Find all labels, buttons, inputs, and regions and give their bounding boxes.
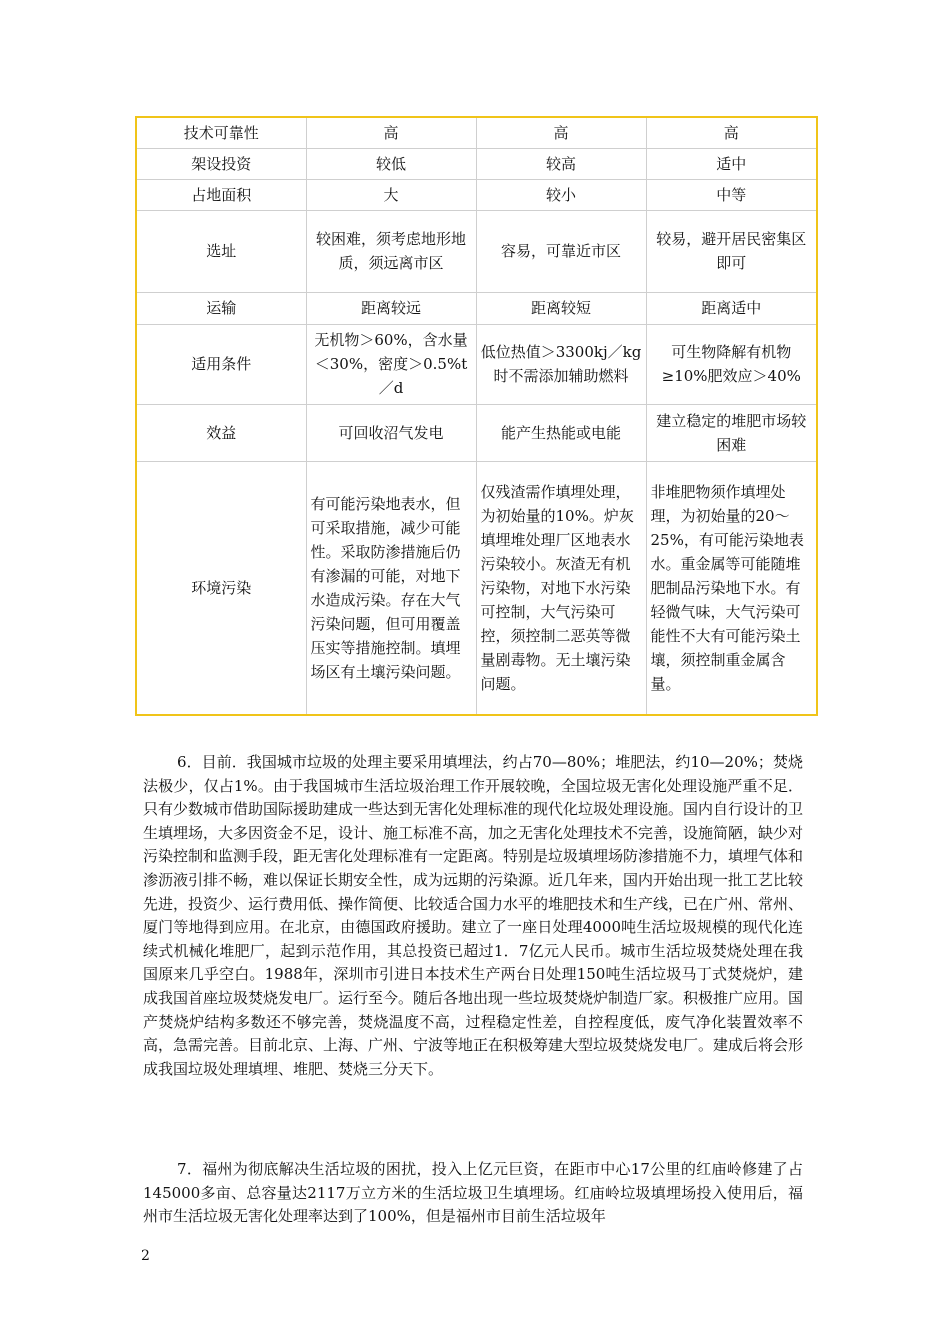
table-cell: 高 bbox=[306, 117, 476, 148]
paragraph-6: 6．目前．我国城市垃圾的处理主要采用填埋法，约占70—80%；堆肥法，约10—20%；焚烧法极少，仅占1%。由于我国城市生活垃圾治理工作开展较晚，全国垃圾无害化处理设施严重不足．只有少数城市借助国际援助建成一些达到无害化处理标准的现代化垃圾处理设施。国内自行设计的卫生填埋场，大多因资金不足，设计、施工标准不高，加之无害化处理技术不完善，设施简陋，缺少对污染控制和监测手段，距无害化处理标准有一定距离。特别是垃圾填埋场防渗措施不力，填埋气体和渗沥液引排不畅，难以保证长期安全性，成为远期的污染源。近几年来，国内开始出现一批工艺比较先进，投资少、运行费用低、操作简便、比较适合国力水平的堆肥技术和生产线，已在广州、常州、厦门等地得到应用。在北京，由德国政府援助。建立了一座日处理4000吨生活垃圾规模的现代化连续式机械化堆肥厂，起到示范作用，其总投资已超过1．7亿元人民币。城市生活垃圾焚烧处理在我国原来几乎空白。1988年，深圳市引进日本技术生产两台日处理150吨生活垃圾马丁式焚烧炉，建成我国首座垃圾焚烧发电厂。运行至今。随后各地出现一些垃圾焚烧炉制造厂家。积极推广应用。国产焚烧炉结构多数还不够完善，焚烧温度不高，过程稳定性差，自控程度低，废气净化装置效率不高，急需完善。目前北京、上海、广州、宁波等地正在积极筹建大型垃圾焚烧发电厂。建成后将会形成我国垃圾处理填埋、堆肥、焚烧三分天下。 bbox=[143, 753, 804, 1078]
table-cell: 高 bbox=[646, 117, 817, 148]
table-cell: 较易，避开居民密集区即可 bbox=[646, 210, 817, 292]
row-label: 环境污染 bbox=[136, 461, 306, 715]
table-row bbox=[136, 461, 817, 715]
table-cell: 距离较短 bbox=[476, 292, 646, 324]
row-label: 占地面积 bbox=[136, 179, 306, 210]
table-cell: 非堆肥物须作填埋处理，为初始量的20～25%，有可能污染地表水。重金属等可能随堆肥制品污染地下水。有轻微气味，大气污染可能性不大有可能污染土壤，须控制重金属含量。 bbox=[646, 461, 817, 715]
table-cell: 建立稳定的堆肥市场较困难 bbox=[646, 404, 817, 461]
table-cell: 较困难，须考虑地形地质，须远离市区 bbox=[306, 210, 476, 292]
table-cell: 距离适中 bbox=[646, 292, 817, 324]
table-cell: 能产生热能或电能 bbox=[476, 404, 646, 461]
table-row bbox=[136, 292, 817, 324]
table-cell: 有可能污染地表水，但可采取措施，减少可能性。采取防渗措施后仍有渗漏的可能，对地下水造成污染。存在大气污染问题，但可用覆盖压实等措施控制。填埋场区有土壤污染问题。 bbox=[306, 461, 476, 715]
table-cell: 距离较远 bbox=[306, 292, 476, 324]
paragraph-7: 7．福州为彻底解决生活垃圾的困扰，投入上亿元巨资，在距市中心17公里的红庙岭修建了占145000多亩、总容量达2117万立方米的生活垃圾卫生填埋场。红庙岭垃圾填埋场投入使用后，福州市生活垃圾无害化处理率达到了100%，但是福州市目前生活垃圾年 bbox=[143, 1160, 803, 1226]
table-cell: 可生物降解有机物≥10%肥效应＞40% bbox=[646, 324, 817, 404]
table-cell: 低位热值＞3300kj／kg时不需添加辅助燃料 bbox=[476, 324, 646, 404]
table-cell: 大 bbox=[306, 179, 476, 210]
table-cell: 较低 bbox=[306, 148, 476, 179]
row-label: 适用条件 bbox=[136, 324, 306, 404]
table-cell: 较小 bbox=[476, 179, 646, 210]
table-row bbox=[136, 404, 817, 461]
table-row bbox=[136, 324, 817, 404]
row-label: 运输 bbox=[136, 292, 306, 324]
row-label: 选址 bbox=[136, 210, 306, 292]
table-cell: 较高 bbox=[476, 148, 646, 179]
comparison-table bbox=[135, 116, 818, 716]
table-cell: 仅残渣需作填埋处理，为初始量的10%。炉灰填埋堆处理厂区地表水污染较小。灰渣无有机污染物，对地下水污染可控制，大气污染可控，须控制二恶英等微量剧毒物。无土壤污染问题。 bbox=[476, 461, 646, 715]
page-number: 2 bbox=[141, 1248, 150, 1264]
table-cell: 容易，可靠近市区 bbox=[476, 210, 646, 292]
row-label: 技术可靠性 bbox=[136, 117, 306, 148]
table-row bbox=[136, 179, 817, 210]
table-cell: 高 bbox=[476, 117, 646, 148]
table-cell: 无机物＞60%，含水量＜30%，密度＞0.5%t／d bbox=[306, 324, 476, 404]
table-row bbox=[136, 148, 817, 179]
table-row bbox=[136, 210, 817, 292]
row-label: 效益 bbox=[136, 404, 306, 461]
table-row bbox=[136, 117, 817, 148]
table-cell: 可回收沼气发电 bbox=[306, 404, 476, 461]
table-cell: 中等 bbox=[646, 179, 817, 210]
row-label: 架设投资 bbox=[136, 148, 306, 179]
table-cell: 适中 bbox=[646, 148, 817, 179]
